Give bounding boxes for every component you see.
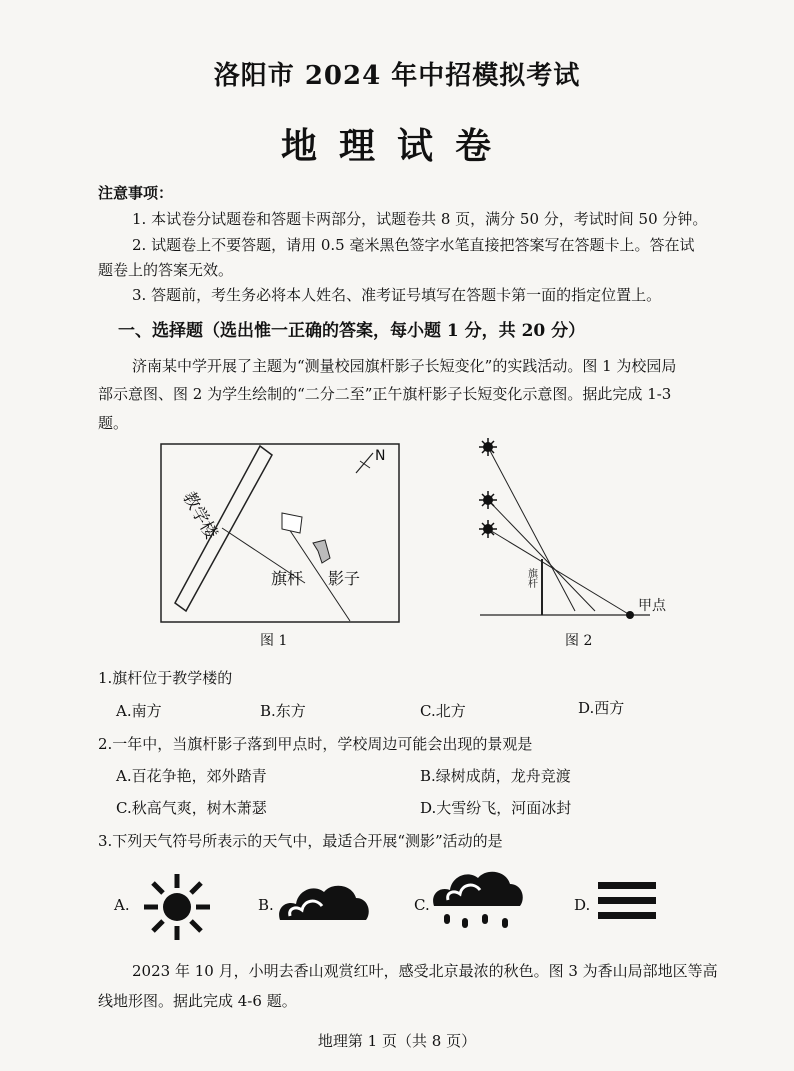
fog-weather-icon bbox=[596, 880, 658, 922]
q3-option-d-label: D. bbox=[574, 896, 591, 914]
q1-option-c: C.北方 bbox=[420, 702, 466, 720]
figure-1-caption: 图 1 bbox=[260, 633, 288, 649]
q2-option-b: B.绿树成荫，龙舟竞渡 bbox=[420, 767, 571, 785]
fig2-point-a-label: 甲点 bbox=[638, 598, 666, 614]
notice-item-1: 1. 本试卷分试题卷和答题卡两部分，试题卷共 8 页，满分 50 分，考试时间 50 分钟。 bbox=[132, 210, 708, 228]
q3-option-c-label: C. bbox=[414, 896, 430, 914]
q1-option-a: A.南方 bbox=[116, 702, 162, 720]
cloudy-weather-icon bbox=[276, 878, 372, 926]
q2-option-d: D.大雪纷飞，河面冰封 bbox=[420, 799, 572, 817]
notice-item-2: 2. 试题卷上不要答题，请用 0.5 毫米黑色签字水笔直接把答案写在答题卡上。答在试 bbox=[132, 236, 695, 254]
q1-option-b: B.东方 bbox=[260, 702, 306, 720]
north-arrow-label: N bbox=[375, 448, 386, 464]
question-1: 1.旗杆位于教学楼的 bbox=[98, 669, 233, 687]
q2-option-a: A.百花争艳，郊外踏青 bbox=[116, 767, 267, 785]
exam-subject: 地理试卷 bbox=[280, 125, 513, 167]
question-2: 2.一年中，当旗杆影子落到甲点时，学校周边可能会出现的景观是 bbox=[98, 735, 533, 753]
exam-title: 洛阳市 2024 年中招模拟考试 bbox=[213, 61, 581, 91]
section-heading: 一、选择题（选出惟一正确的答案，每小题 1 分，共 20 分） bbox=[118, 321, 586, 341]
q3-option-b-label: B. bbox=[258, 896, 274, 914]
label-shadow: 影子 bbox=[328, 569, 361, 588]
q1-option-d: D.西方 bbox=[578, 699, 625, 717]
figure-1-campus-map bbox=[160, 443, 400, 623]
page-footer: 地理第 1 页（共 8 页） bbox=[317, 1032, 477, 1050]
label-teaching-building: 教学楼 bbox=[178, 488, 222, 543]
label-flagpole: 旗杆 bbox=[271, 569, 304, 588]
intro2-line-1: 2023 年 10 月，小明去香山观赏红叶，感受北京最浓的秋色。图 3 为香山局部地区等高 bbox=[132, 962, 718, 980]
notice-item-3: 3. 答题前，考生务必将本人姓名、准考证号填写在答题卡第一面的指定位置上。 bbox=[132, 286, 662, 304]
notice-heading: 注意事项： bbox=[98, 184, 174, 202]
q3-option-a-label: A. bbox=[114, 896, 130, 914]
figure-2-caption: 图 2 bbox=[565, 633, 593, 649]
intro-line-2: 部示意图、图 2 为学生绘制的“二分二至”正午旗杆影子长短变化示意图。据此完成 1-3 bbox=[98, 385, 672, 403]
question-3: 3.下列天气符号所表示的天气中，最适合开展“测影”活动的是 bbox=[98, 832, 503, 850]
intro-line-1: 济南某中学开展了主题为“测量校园旗杆影子长短变化”的实践活动。图 1 为校园局 bbox=[132, 357, 677, 375]
intro2-line-2: 线地形图。据此完成 4-6 题。 bbox=[98, 992, 297, 1010]
sunny-weather-icon bbox=[142, 872, 212, 942]
rain-weather-icon bbox=[430, 866, 526, 936]
fig2-flagpole-label: 旗杆 bbox=[528, 569, 538, 590]
notice-item-2-cont: 题卷上的答案无效。 bbox=[98, 261, 234, 279]
q2-option-c: C.秋高气爽，树木萧瑟 bbox=[116, 799, 267, 817]
intro-line-3: 题。 bbox=[98, 414, 129, 432]
